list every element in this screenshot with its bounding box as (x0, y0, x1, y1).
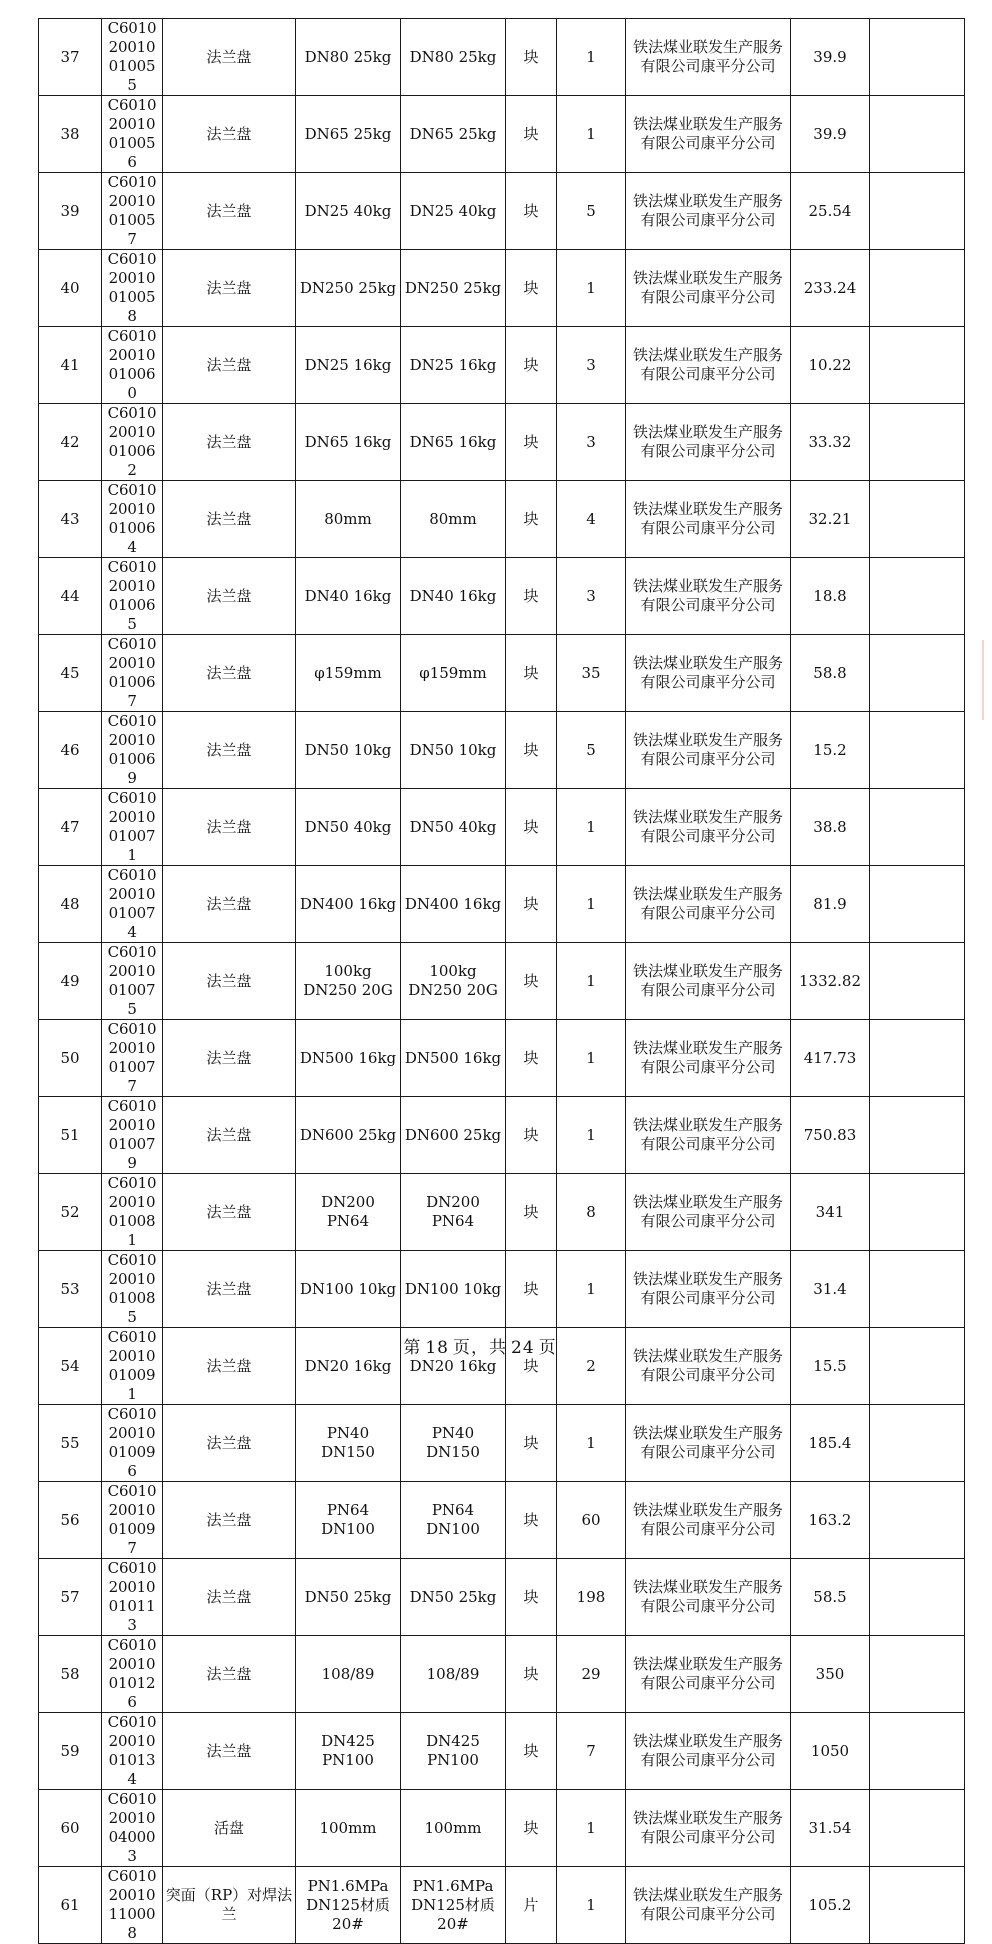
table-row (39, 866, 965, 943)
row-specification: 100mm (296, 1790, 401, 1867)
row-model: DN250 25kg (401, 250, 506, 327)
row-material-name: 法兰盘 (163, 943, 296, 1020)
row-quantity: 1 (557, 1790, 626, 1867)
row-note (870, 558, 965, 635)
inventory-table (38, 18, 965, 1944)
row-quantity: 29 (557, 1636, 626, 1713)
row-unit: 块 (506, 1636, 557, 1713)
row-organization: 铁法煤业联发生产服务有限公司康平分公司 (626, 327, 791, 404)
row-quantity: 35 (557, 635, 626, 712)
row-organization: 铁法煤业联发生产服务有限公司康平分公司 (626, 558, 791, 635)
row-material-code: C601020010010069 (102, 712, 163, 789)
table-row (39, 1636, 965, 1713)
row-material-code: C601020010010060 (102, 327, 163, 404)
row-specification: DN80 25kg (296, 19, 401, 96)
row-specification: PN1.6MPa DN125材质20# (296, 1867, 401, 1944)
table-row (39, 1097, 965, 1174)
row-model: DN50 40kg (401, 789, 506, 866)
row-model: PN40 DN150 (401, 1405, 506, 1482)
row-amount: 58.5 (791, 1559, 870, 1636)
row-seq: 38 (39, 96, 102, 173)
row-note (870, 1636, 965, 1713)
row-seq: 54 (39, 1328, 102, 1405)
row-seq: 51 (39, 1097, 102, 1174)
row-amount: 1050 (791, 1713, 870, 1790)
row-seq: 50 (39, 1020, 102, 1097)
row-model: PN64 DN100 (401, 1482, 506, 1559)
row-amount: 10.22 (791, 327, 870, 404)
row-specification: φ159mm (296, 635, 401, 712)
row-material-code: C601020010010077 (102, 1020, 163, 1097)
row-seq: 55 (39, 1405, 102, 1482)
row-organization: 铁法煤业联发生产服务有限公司康平分公司 (626, 635, 791, 712)
row-seq: 41 (39, 327, 102, 404)
row-note (870, 404, 965, 481)
row-unit: 片 (506, 1867, 557, 1944)
row-material-name: 法兰盘 (163, 1559, 296, 1636)
row-material-code: C601020010010071 (102, 789, 163, 866)
row-unit: 块 (506, 1482, 557, 1559)
row-quantity: 1 (557, 250, 626, 327)
row-organization: 铁法煤业联发生产服务有限公司康平分公司 (626, 789, 791, 866)
footer-prefix: 第 (403, 1338, 422, 1358)
row-specification: DN500 16kg (296, 1020, 401, 1097)
row-material-name: 法兰盘 (163, 1020, 296, 1097)
row-unit: 块 (506, 96, 557, 173)
row-unit: 块 (506, 1790, 557, 1867)
row-note (870, 635, 965, 712)
row-organization: 铁法煤业联发生产服务有限公司康平分公司 (626, 1790, 791, 1867)
row-specification: DN20 16kg (296, 1328, 401, 1405)
row-note (870, 1867, 965, 1944)
row-quantity: 1 (557, 1867, 626, 1944)
row-specification: 108/89 (296, 1636, 401, 1713)
row-material-code: C601020010010081 (102, 1174, 163, 1251)
row-material-code: C601020010010058 (102, 250, 163, 327)
table-row (39, 789, 965, 866)
row-model: DN400 16kg (401, 866, 506, 943)
row-unit: 块 (506, 481, 557, 558)
row-specification: 100kg DN250 20G (296, 943, 401, 1020)
row-model: DN80 25kg (401, 19, 506, 96)
row-unit: 块 (506, 1020, 557, 1097)
table-row (39, 404, 965, 481)
row-amount: 33.32 (791, 404, 870, 481)
row-organization: 铁法煤业联发生产服务有限公司康平分公司 (626, 1482, 791, 1559)
row-quantity: 1 (557, 1020, 626, 1097)
row-organization: 铁法煤业联发生产服务有限公司康平分公司 (626, 1097, 791, 1174)
table-row (39, 19, 965, 96)
table-row (39, 1020, 965, 1097)
table-row (39, 1405, 965, 1482)
row-material-code: C601020010110008 (102, 1867, 163, 1944)
row-quantity: 3 (557, 327, 626, 404)
footer-page-number: 18 (425, 1338, 449, 1358)
row-note (870, 1559, 965, 1636)
row-organization: 铁法煤业联发生产服务有限公司康平分公司 (626, 173, 791, 250)
row-seq: 60 (39, 1790, 102, 1867)
row-note (870, 1174, 965, 1251)
row-quantity: 1 (557, 1405, 626, 1482)
row-model: DN25 16kg (401, 327, 506, 404)
row-material-code: C601020010010096 (102, 1405, 163, 1482)
row-organization: 铁法煤业联发生产服务有限公司康平分公司 (626, 712, 791, 789)
row-specification: DN425 PN100 (296, 1713, 401, 1790)
row-material-code: C601020010010113 (102, 1559, 163, 1636)
row-seq: 53 (39, 1251, 102, 1328)
row-amount: 58.8 (791, 635, 870, 712)
row-amount: 233.24 (791, 250, 870, 327)
row-model: DN65 16kg (401, 404, 506, 481)
row-material-code: C601020010010085 (102, 1251, 163, 1328)
footer-total-pages: 24 (511, 1338, 535, 1358)
row-seq: 45 (39, 635, 102, 712)
row-amount: 105.2 (791, 1867, 870, 1944)
row-quantity: 1 (557, 943, 626, 1020)
row-specification: DN25 40kg (296, 173, 401, 250)
row-material-code: C601020010010075 (102, 943, 163, 1020)
row-seq: 52 (39, 1174, 102, 1251)
row-quantity: 1 (557, 866, 626, 943)
row-seq: 47 (39, 789, 102, 866)
table-row (39, 943, 965, 1020)
row-note (870, 1482, 965, 1559)
row-seq: 58 (39, 1636, 102, 1713)
row-material-name: 法兰盘 (163, 1482, 296, 1559)
row-note (870, 866, 965, 943)
row-amount: 15.2 (791, 712, 870, 789)
row-unit: 块 (506, 789, 557, 866)
row-amount: 163.2 (791, 1482, 870, 1559)
row-material-code: C601020010010055 (102, 19, 163, 96)
row-material-name: 法兰盘 (163, 250, 296, 327)
row-organization: 铁法煤业联发生产服务有限公司康平分公司 (626, 1174, 791, 1251)
row-amount: 38.8 (791, 789, 870, 866)
row-amount: 417.73 (791, 1020, 870, 1097)
row-material-name: 法兰盘 (163, 327, 296, 404)
row-unit: 块 (506, 1559, 557, 1636)
row-note (870, 1251, 965, 1328)
row-material-code: C601020010010126 (102, 1636, 163, 1713)
row-unit: 块 (506, 1097, 557, 1174)
table-row (39, 1251, 965, 1328)
row-quantity: 3 (557, 404, 626, 481)
row-material-name: 法兰盘 (163, 1405, 296, 1482)
row-model: DN100 10kg (401, 1251, 506, 1328)
row-material-code: C601020010010064 (102, 481, 163, 558)
row-model: 100kg DN250 20G (401, 943, 506, 1020)
row-material-name: 法兰盘 (163, 404, 296, 481)
row-unit: 块 (506, 1251, 557, 1328)
row-amount: 341 (791, 1174, 870, 1251)
row-seq: 37 (39, 19, 102, 96)
row-material-name: 法兰盘 (163, 96, 296, 173)
row-model: DN50 25kg (401, 1559, 506, 1636)
row-unit: 块 (506, 866, 557, 943)
table-row (39, 250, 965, 327)
row-material-name: 法兰盘 (163, 866, 296, 943)
row-material-name: 法兰盘 (163, 1174, 296, 1251)
row-model: DN25 40kg (401, 173, 506, 250)
row-note (870, 1790, 965, 1867)
row-material-name: 法兰盘 (163, 173, 296, 250)
row-model: DN200 PN64 (401, 1174, 506, 1251)
row-seq: 61 (39, 1867, 102, 1944)
row-unit: 块 (506, 943, 557, 1020)
row-model: DN20 16kg (401, 1328, 506, 1405)
row-note (870, 1713, 965, 1790)
row-amount: 81.9 (791, 866, 870, 943)
row-note (870, 1020, 965, 1097)
row-specification: DN200 PN64 (296, 1174, 401, 1251)
row-quantity: 8 (557, 1174, 626, 1251)
row-quantity: 1 (557, 789, 626, 866)
row-material-name: 法兰盘 (163, 1713, 296, 1790)
row-organization: 铁法煤业联发生产服务有限公司康平分公司 (626, 1867, 791, 1944)
row-amount: 32.21 (791, 481, 870, 558)
table-row (39, 1482, 965, 1559)
row-material-name: 法兰盘 (163, 558, 296, 635)
row-organization: 铁法煤业联发生产服务有限公司康平分公司 (626, 481, 791, 558)
row-material-name: 法兰盘 (163, 481, 296, 558)
row-amount: 15.5 (791, 1328, 870, 1405)
row-amount: 31.54 (791, 1790, 870, 1867)
row-unit: 块 (506, 558, 557, 635)
row-amount: 1332.82 (791, 943, 870, 1020)
table-row (39, 1867, 965, 1944)
row-specification: DN50 40kg (296, 789, 401, 866)
row-quantity: 198 (557, 1559, 626, 1636)
row-material-name: 突面（RP）对焊法兰 (163, 1867, 296, 1944)
row-note (870, 327, 965, 404)
row-quantity: 1 (557, 1251, 626, 1328)
row-seq: 44 (39, 558, 102, 635)
row-organization: 铁法煤业联发生产服务有限公司康平分公司 (626, 96, 791, 173)
row-seq: 39 (39, 173, 102, 250)
row-unit: 块 (506, 19, 557, 96)
row-material-name: 法兰盘 (163, 1636, 296, 1713)
row-unit: 块 (506, 712, 557, 789)
row-unit: 块 (506, 327, 557, 404)
row-organization: 铁法煤业联发生产服务有限公司康平分公司 (626, 943, 791, 1020)
row-material-code: C601020010010091 (102, 1328, 163, 1405)
row-seq: 42 (39, 404, 102, 481)
table-row (39, 481, 965, 558)
row-unit: 块 (506, 173, 557, 250)
footer-middle: 页，共 (453, 1338, 507, 1358)
row-model: DN600 25kg (401, 1097, 506, 1174)
row-quantity: 2 (557, 1328, 626, 1405)
row-quantity: 5 (557, 173, 626, 250)
row-unit: 块 (506, 1328, 557, 1405)
row-material-code: C601020010010065 (102, 558, 163, 635)
row-material-name: 活盘 (163, 1790, 296, 1867)
row-model: 80mm (401, 481, 506, 558)
row-specification: DN65 25kg (296, 96, 401, 173)
scan-edge-mark (976, 640, 984, 720)
row-seq: 59 (39, 1713, 102, 1790)
inventory-table-body (39, 19, 965, 1944)
row-model: 100mm (401, 1790, 506, 1867)
row-unit: 块 (506, 250, 557, 327)
row-specification: DN100 10kg (296, 1251, 401, 1328)
row-note (870, 19, 965, 96)
row-amount: 350 (791, 1636, 870, 1713)
row-specification: 80mm (296, 481, 401, 558)
row-material-code: C601020010010056 (102, 96, 163, 173)
row-quantity: 3 (557, 558, 626, 635)
row-material-name: 法兰盘 (163, 1251, 296, 1328)
row-material-name: 法兰盘 (163, 1328, 296, 1405)
table-row (39, 173, 965, 250)
row-amount: 750.83 (791, 1097, 870, 1174)
row-note (870, 1097, 965, 1174)
row-material-code: C601020010010062 (102, 404, 163, 481)
row-unit: 块 (506, 1405, 557, 1482)
row-organization: 铁法煤业联发生产服务有限公司康平分公司 (626, 1251, 791, 1328)
row-note (870, 712, 965, 789)
row-note (870, 789, 965, 866)
row-amount: 18.8 (791, 558, 870, 635)
row-quantity: 7 (557, 1713, 626, 1790)
row-quantity: 1 (557, 1097, 626, 1174)
row-specification: DN250 25kg (296, 250, 401, 327)
row-material-name: 法兰盘 (163, 712, 296, 789)
table-row (39, 635, 965, 712)
row-organization: 铁法煤业联发生产服务有限公司康平分公司 (626, 1636, 791, 1713)
page-footer (0, 1333, 960, 1358)
row-note (870, 481, 965, 558)
row-specification: DN400 16kg (296, 866, 401, 943)
row-quantity: 5 (557, 712, 626, 789)
row-material-code: C601020010010067 (102, 635, 163, 712)
row-specification: DN65 16kg (296, 404, 401, 481)
row-note (870, 173, 965, 250)
row-unit: 块 (506, 635, 557, 712)
table-row (39, 96, 965, 173)
row-seq: 48 (39, 866, 102, 943)
row-specification: DN600 25kg (296, 1097, 401, 1174)
row-specification: PN40 DN150 (296, 1405, 401, 1482)
row-note (870, 250, 965, 327)
row-organization: 铁法煤业联发生产服务有限公司康平分公司 (626, 250, 791, 327)
row-quantity: 1 (557, 19, 626, 96)
row-model: DN40 16kg (401, 558, 506, 635)
row-seq: 49 (39, 943, 102, 1020)
row-organization: 铁法煤业联发生产服务有限公司康平分公司 (626, 1020, 791, 1097)
row-specification: DN50 10kg (296, 712, 401, 789)
row-material-name: 法兰盘 (163, 789, 296, 866)
table-row (39, 327, 965, 404)
row-amount: 31.4 (791, 1251, 870, 1328)
row-unit: 块 (506, 1713, 557, 1790)
row-specification: PN64 DN100 (296, 1482, 401, 1559)
row-material-code: C601020010010074 (102, 866, 163, 943)
row-model: DN65 25kg (401, 96, 506, 173)
row-unit: 块 (506, 404, 557, 481)
row-organization: 铁法煤业联发生产服务有限公司康平分公司 (626, 1328, 791, 1405)
row-material-code: C601020010010079 (102, 1097, 163, 1174)
row-organization: 铁法煤业联发生产服务有限公司康平分公司 (626, 1713, 791, 1790)
row-amount: 39.9 (791, 19, 870, 96)
table-row (39, 1559, 965, 1636)
row-model: DN50 10kg (401, 712, 506, 789)
table-row (39, 1790, 965, 1867)
footer-suffix: 页 (538, 1338, 557, 1358)
row-organization: 铁法煤业联发生产服务有限公司康平分公司 (626, 404, 791, 481)
row-material-code: C601020010010134 (102, 1713, 163, 1790)
row-seq: 57 (39, 1559, 102, 1636)
row-model: φ159mm (401, 635, 506, 712)
row-material-code: C601020010010097 (102, 1482, 163, 1559)
row-quantity: 60 (557, 1482, 626, 1559)
row-note (870, 943, 965, 1020)
row-note (870, 1405, 965, 1482)
row-quantity: 4 (557, 481, 626, 558)
row-unit: 块 (506, 1174, 557, 1251)
table-row (39, 712, 965, 789)
row-amount: 185.4 (791, 1405, 870, 1482)
row-material-name: 法兰盘 (163, 1097, 296, 1174)
row-amount: 39.9 (791, 96, 870, 173)
row-organization: 铁法煤业联发生产服务有限公司康平分公司 (626, 866, 791, 943)
row-organization: 铁法煤业联发生产服务有限公司康平分公司 (626, 1405, 791, 1482)
row-specification: DN50 25kg (296, 1559, 401, 1636)
row-quantity: 1 (557, 96, 626, 173)
row-seq: 56 (39, 1482, 102, 1559)
row-material-code: C601020010010057 (102, 173, 163, 250)
row-model: 108/89 (401, 1636, 506, 1713)
row-specification: DN25 16kg (296, 327, 401, 404)
table-row (39, 558, 965, 635)
row-seq: 40 (39, 250, 102, 327)
row-organization: 铁法煤业联发生产服务有限公司康平分公司 (626, 1559, 791, 1636)
row-seq: 46 (39, 712, 102, 789)
row-model: DN425 PN100 (401, 1713, 506, 1790)
row-model: DN500 16kg (401, 1020, 506, 1097)
row-note (870, 96, 965, 173)
table-row (39, 1713, 965, 1790)
row-specification: DN40 16kg (296, 558, 401, 635)
row-material-name: 法兰盘 (163, 19, 296, 96)
row-amount: 25.54 (791, 173, 870, 250)
row-material-name: 法兰盘 (163, 635, 296, 712)
row-organization: 铁法煤业联发生产服务有限公司康平分公司 (626, 19, 791, 96)
row-material-code: C601020010040003 (102, 1790, 163, 1867)
row-model: PN1.6MPa DN125材质20# (401, 1867, 506, 1944)
row-seq: 43 (39, 481, 102, 558)
table-row (39, 1174, 965, 1251)
